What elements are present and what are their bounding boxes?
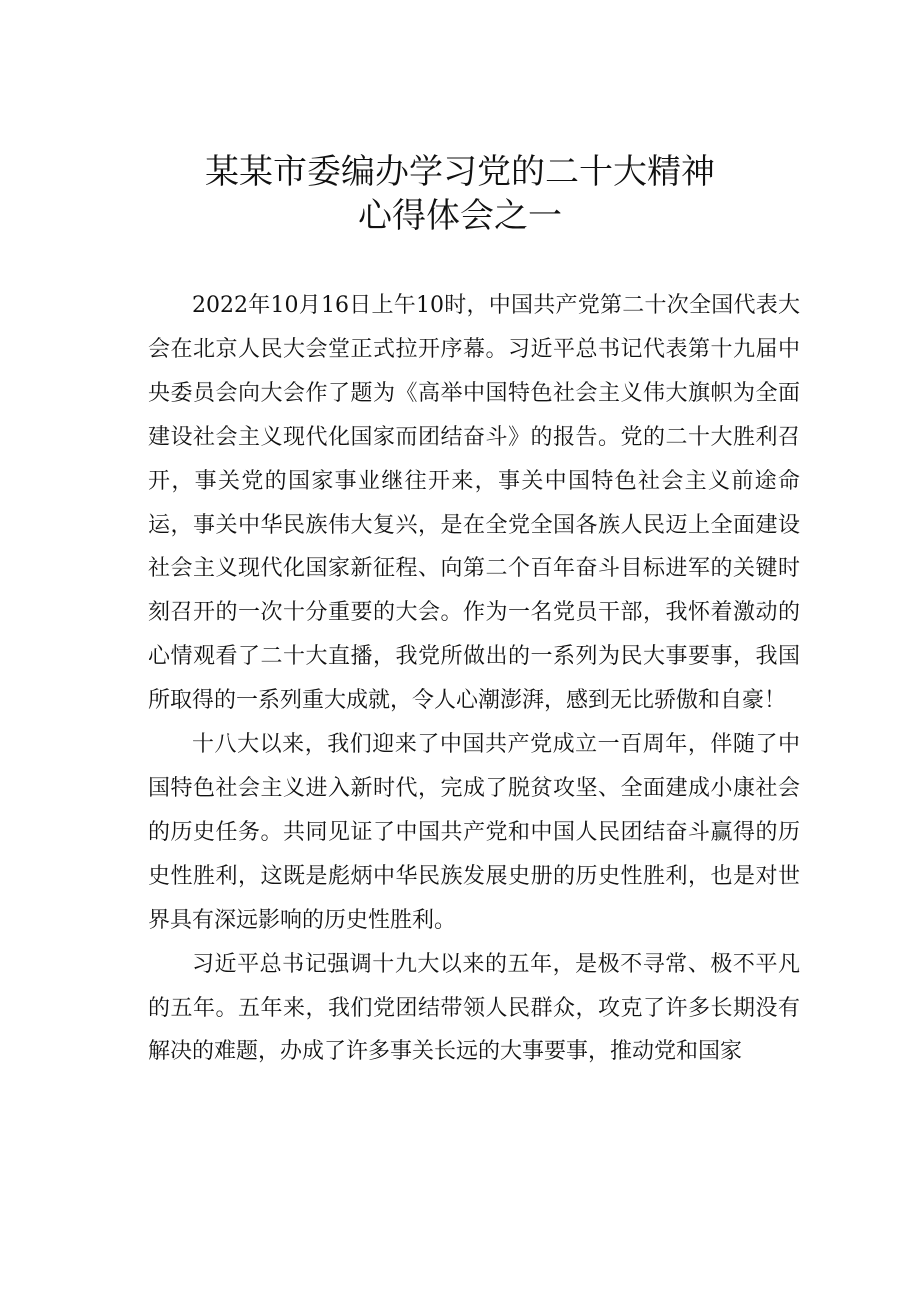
- paragraph-2: 十八大以来，我们迎来了中国共产党成立一百周年，伴随了中国特色社会主义进入新时代，完成了脱贫攻坚、全面建成小康社会的历史任务。共同见证了中国共产党和中国人民团结奋斗赢得的历史性胜利，这既是彪炳中华民族发展史册的历史性胜利，也是对世界具有深远影响的历史性胜利。: [148, 732, 800, 933]
- paragraph-3: 习近平总书记强调十九大以来的五年，是极不寻常、极不平凡的五年。五年来，我们党团结带领人民群众，攻克了许多长期没有解决的难题，办成了许多事关长远的大事要事，推动党和国家: [148, 951, 800, 1065]
- document-title: [0, 150, 920, 238]
- title-line-2: 心得体会之一: [358, 196, 562, 236]
- document-body: [148, 284, 800, 1074]
- title-line-1: 某某市委编办学习党的二十大精神: [205, 152, 715, 192]
- paragraph-1: 2022年10月16日上午10时，中国共产党第二十次全国代表大会在北京人民大会堂正式拉开序幕。习近平总书记代表第十九届中央委员会向大会作了题为《高举中国特色社会主义伟大旗帜为全面建设社会主义现代化国家而团结奋斗》的报告。党的二十大胜利召开，事关党的国家事业继往开来，事关中国特色社会主义前途命运，事关中华民族伟大复兴，是在全党全国各族人民迈上全面建设社会主义现代化国家新征程、向第二个百年奋斗目标进军的关键时刻召开的一次十分重要的大会。作为一名党员干部，我怀着激动的心情观看了二十大直播，我党所做出的一系列为民大事要事，我国所取得的一系列重大成就，令人心潮澎湃，感到无比骄傲和自豪！: [148, 293, 800, 714]
